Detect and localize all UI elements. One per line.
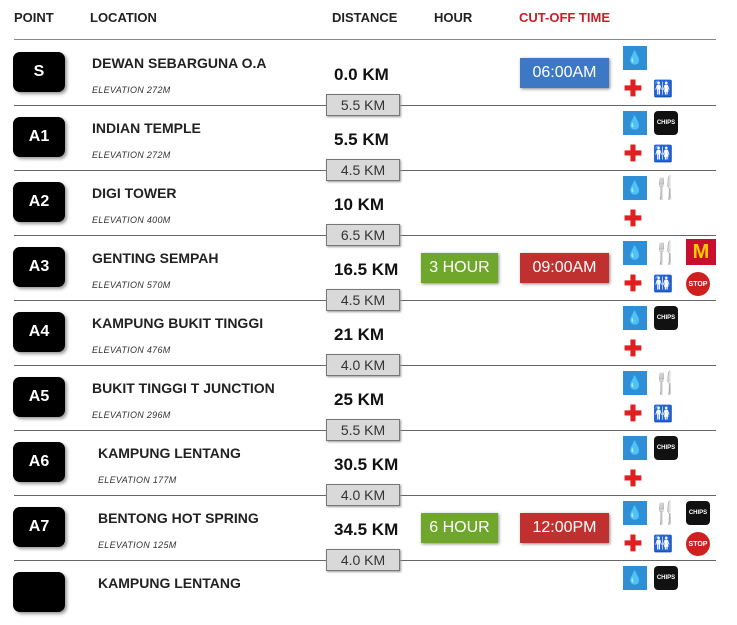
location-name: BENTONG HOT SPRING: [98, 510, 259, 526]
toilet-icon: 🚻: [653, 406, 673, 423]
point-badge: A6: [13, 442, 65, 482]
chips-icon: CHIPS: [654, 566, 678, 590]
toilet-icon: 🚻: [653, 276, 673, 293]
first-aid-icon: ✚: [623, 271, 643, 296]
water-icon: 💧: [623, 241, 647, 265]
first-aid-icon: ✚: [623, 336, 643, 361]
water-icon: 💧: [623, 46, 647, 70]
segment-distance: 4.5 KM: [326, 159, 400, 181]
location-name: KAMPUNG BUKIT TINGGI: [92, 315, 264, 331]
location-name: KAMPUNG LENTANG: [98, 445, 241, 461]
chips-icon: CHIPS: [654, 306, 678, 330]
chips-icon: CHIPS: [686, 501, 710, 525]
hour-badge: 6 HOUR: [421, 513, 498, 543]
point-badge: [13, 572, 65, 612]
distance-value: 5.5 KM: [334, 130, 389, 149]
segment-distance: 6.5 KM: [326, 224, 400, 246]
segment-distance: 4.0 KM: [326, 549, 400, 571]
water-icon: 💧: [623, 371, 647, 395]
point-badge: S: [13, 52, 65, 92]
location-name: DEWAN SEBARGUNA O.A: [92, 55, 267, 71]
distance-value: 25 KM: [334, 390, 385, 409]
toilet-icon: 🚻: [653, 146, 673, 163]
elevation-label: ELEVATION 296M: [92, 410, 171, 420]
distance-value: 21 KM: [334, 325, 385, 344]
stop-icon: STOP: [686, 532, 710, 556]
food-icon: 🍴: [652, 240, 680, 265]
point-badge: A3: [13, 247, 65, 287]
segment-distance: 4.0 KM: [326, 354, 400, 376]
header-cutoff: CUT-OFF TIME: [519, 10, 610, 25]
food-icon: 🍴: [652, 370, 680, 395]
header-point: POINT: [14, 10, 54, 25]
first-aid-icon: ✚: [623, 76, 643, 101]
first-aid-icon: ✚: [623, 206, 643, 231]
toilet-icon: 🚻: [653, 81, 673, 98]
location-name: BUKIT TINGGI T JUNCTION: [92, 380, 275, 396]
location-name: INDIAN TEMPLE: [92, 120, 201, 136]
point-badge: A1: [13, 117, 65, 157]
header-distance: DISTANCE: [332, 10, 398, 25]
first-aid-icon: ✚: [623, 141, 643, 166]
chips-icon: CHIPS: [654, 111, 678, 135]
location-name: GENTING SEMPAH: [92, 250, 219, 266]
checkpoint-row: [0, 560, 737, 625]
segment-distance: 5.5 KM: [326, 419, 400, 441]
elevation-label: ELEVATION 400M: [92, 215, 171, 225]
first-aid-icon: ✚: [623, 401, 643, 426]
location-name: KAMPUNG LENTANG: [98, 575, 241, 591]
toilet-icon: 🚻: [653, 536, 673, 553]
cutoff-badge: 09:00AM: [520, 253, 609, 283]
water-icon: 💧: [623, 111, 647, 135]
location-name: DIGI TOWER: [92, 185, 177, 201]
mcdonalds-icon: M: [686, 239, 716, 265]
cutoff-badge: 12:00PM: [520, 513, 609, 543]
elevation-label: ELEVATION 570M: [92, 280, 171, 290]
point-badge: A2: [13, 182, 65, 222]
distance-value: 34.5 KM: [334, 520, 399, 539]
point-badge: A4: [13, 312, 65, 352]
point-badge: A7: [13, 507, 65, 547]
first-aid-icon: ✚: [623, 531, 643, 556]
distance-value: 16.5 KM: [334, 260, 399, 279]
first-aid-icon: ✚: [623, 466, 643, 491]
segment-distance: 4.5 KM: [326, 289, 400, 311]
header-hour: HOUR: [434, 10, 473, 25]
elevation-label: ELEVATION 177M: [98, 475, 177, 485]
chips-icon: CHIPS: [654, 436, 678, 460]
distance-value: 0.0 KM: [334, 65, 389, 84]
elevation-label: ELEVATION 476M: [92, 345, 171, 355]
segment-distance: 4.0 KM: [326, 484, 400, 506]
header-location: LOCATION: [90, 10, 157, 25]
water-icon: 💧: [623, 306, 647, 330]
stop-icon: STOP: [686, 272, 710, 296]
food-icon: 🍴: [652, 500, 680, 525]
food-icon: 🍴: [652, 175, 680, 200]
elevation-label: ELEVATION 272M: [92, 85, 171, 95]
elevation-label: ELEVATION 125M: [98, 540, 177, 550]
hour-badge: 3 HOUR: [421, 253, 498, 283]
elevation-label: ELEVATION 272M: [92, 150, 171, 160]
cutoff-badge: 06:00AM: [520, 58, 609, 88]
water-icon: 💧: [623, 176, 647, 200]
distance-value: 10 KM: [334, 195, 385, 214]
point-badge: A5: [13, 377, 65, 417]
distance-value: 30.5 KM: [334, 455, 399, 474]
water-icon: 💧: [623, 436, 647, 460]
segment-distance: 5.5 KM: [326, 94, 400, 116]
water-icon: 💧: [623, 566, 647, 590]
water-icon: 💧: [623, 501, 647, 525]
